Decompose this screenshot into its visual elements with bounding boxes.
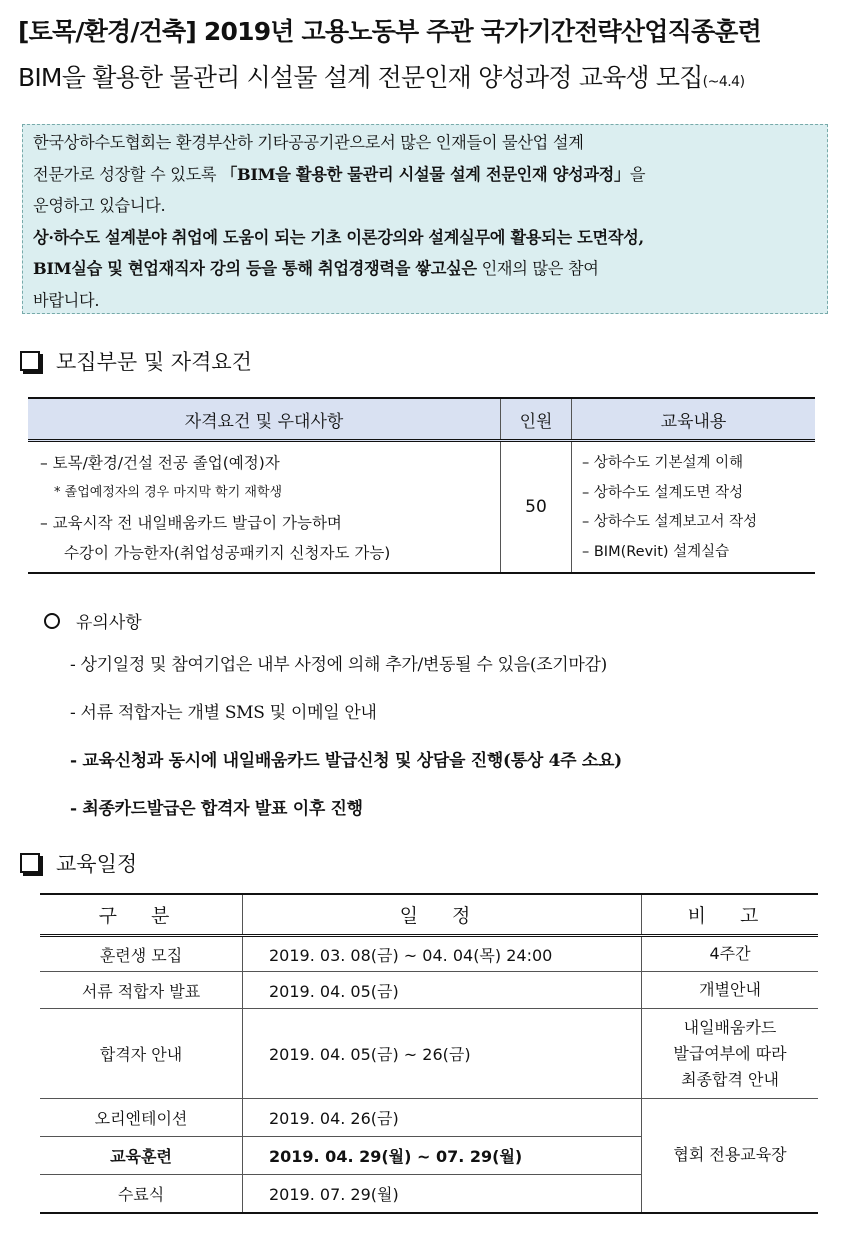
schedule-date: 2019. 04. 05(금) ~ 26(금): [243, 1009, 642, 1099]
circle-bullet-icon: [44, 613, 60, 629]
course-name: 「BIM을 활용한 물관리 시설물 설계 전문인재 양성과정」: [221, 164, 630, 184]
requirement-item: – 토목/환경/건설 전공 졸업(예정)자: [40, 454, 280, 472]
schedule-date: 2019. 04. 26(금): [243, 1099, 642, 1137]
schedule-note: 4주간: [642, 936, 819, 972]
curriculum-item: – BIM(Revit) 설계실습: [582, 543, 730, 560]
requirement-item: 수강이 가능한자(취업성공패키지 신청자도 가능): [64, 544, 391, 562]
requirement-item: * 졸업예정자의 경우 마지막 학기 재학생: [54, 485, 283, 500]
column-header: 교육내용: [572, 398, 816, 441]
page-subtitle: [18, 58, 745, 94]
schedule-label: 훈련생 모집: [40, 936, 243, 972]
intro-line: 상·하수도 설계분야 취업에 도움이 되는 기초 이론강의와 설계실무에 활용되는 도면작성,: [33, 227, 644, 247]
table-row: [40, 1009, 818, 1099]
note-line: 최종합격 안내: [681, 1069, 779, 1089]
schedule-date: 2019. 04. 29(월) ~ 07. 29(월): [243, 1137, 642, 1175]
column-header: 비 고: [642, 894, 819, 936]
schedule-label: 오리엔테이션: [40, 1099, 243, 1137]
section-title: 모집부문 및 자격요건: [56, 350, 252, 374]
table-header-row: [40, 894, 818, 936]
note-line: 내일배움카드: [683, 1017, 777, 1037]
schedule-label: 합격자 안내: [40, 1009, 243, 1099]
section-title: 교육일정: [56, 852, 138, 876]
schedule-note: 협회 전용교육장: [642, 1099, 819, 1213]
schedule-label: 서류 적합자 발표: [40, 972, 243, 1009]
note-item: - 최종카드발급은 합격자 발표 이후 진행: [70, 799, 363, 819]
note-item: - 상기일정 및 참여기업은 내부 사정에 의해 추가/변동될 수 있음(조기마감): [70, 655, 608, 675]
intro-line: 운영하고 있습니다.: [33, 196, 166, 215]
notes-heading: [44, 608, 142, 633]
intro-text: 전문가로 성장할 수 있도록: [33, 164, 222, 184]
schedule-label: 교육훈련: [40, 1137, 243, 1175]
subtitle-deadline: (~4.4): [702, 74, 745, 90]
intro-line: [33, 253, 819, 285]
notes-title: 유의사항: [76, 613, 142, 633]
schedule-date: 2019. 07. 29(월): [243, 1175, 642, 1213]
column-header: 구 분: [40, 894, 243, 936]
column-header: 인원: [501, 398, 572, 441]
intro-box: [22, 124, 828, 314]
note-line: 발급여부에 따라: [673, 1043, 787, 1063]
intro-line: [33, 159, 819, 191]
table-header-row: [28, 398, 815, 441]
intro-line: 한국상하수도협회는 환경부산하 기타공공기관으로서 많은 인재들이 물산업 설계: [33, 133, 584, 152]
headcount-cell: 50: [501, 441, 572, 574]
table-row: [40, 1099, 818, 1137]
requirements-cell: [28, 441, 501, 574]
table-row: [40, 972, 818, 1009]
recruitment-table: [28, 397, 815, 574]
page-title: [토목/환경/건축] 2019년 고용노동부 주관 국가기간전략산업직종훈련: [18, 17, 762, 46]
section-heading-recruitment: [18, 346, 252, 376]
schedule-label: 수료식: [40, 1175, 243, 1213]
schedule-date: 2019. 04. 05(금): [243, 972, 642, 1009]
checkbox-square-icon: [20, 853, 40, 873]
curriculum-item: – 상하수도 설계도면 작성: [582, 484, 744, 501]
column-header: 일 정: [243, 894, 642, 936]
intro-text: BIM실습 및 현업재직자 강의 등을 통해 취업경쟁력을 쌓고싶은: [33, 259, 477, 278]
curriculum-cell: [572, 441, 816, 574]
section-heading-schedule: [18, 848, 137, 878]
table-row: [28, 441, 815, 574]
column-header: 자격요건 및 우대사항: [28, 398, 501, 441]
subtitle-main: BIM을 활용한 물관리 시설물 설계 전문인재 양성과정 교육생 모집: [18, 63, 703, 92]
intro-line: 바랍니다.: [33, 290, 100, 310]
checkbox-square-icon: [20, 351, 40, 371]
note-item: - 교육신청과 동시에 내일배움카드 발급신청 및 상담을 진행(통상 4주 소요): [70, 751, 622, 771]
note-item: - 서류 적합자는 개별 SMS 및 이메일 안내: [70, 703, 377, 723]
intro-text: 인재의 많은 참여: [476, 259, 599, 278]
schedule-table: [40, 893, 818, 1214]
schedule-note: 개별안내: [642, 972, 819, 1009]
requirement-item: – 교육시작 전 내일배움카드 발급이 가능하며: [40, 514, 342, 532]
table-row: [40, 936, 818, 972]
curriculum-item: – 상하수도 기본설계 이해: [582, 455, 744, 471]
intro-text: 을: [629, 164, 646, 184]
schedule-date: 2019. 03. 08(금) ~ 04. 04(목) 24:00: [243, 936, 642, 972]
schedule-note: [642, 1009, 819, 1099]
curriculum-item: – 상하수도 설계보고서 작성: [582, 514, 758, 530]
